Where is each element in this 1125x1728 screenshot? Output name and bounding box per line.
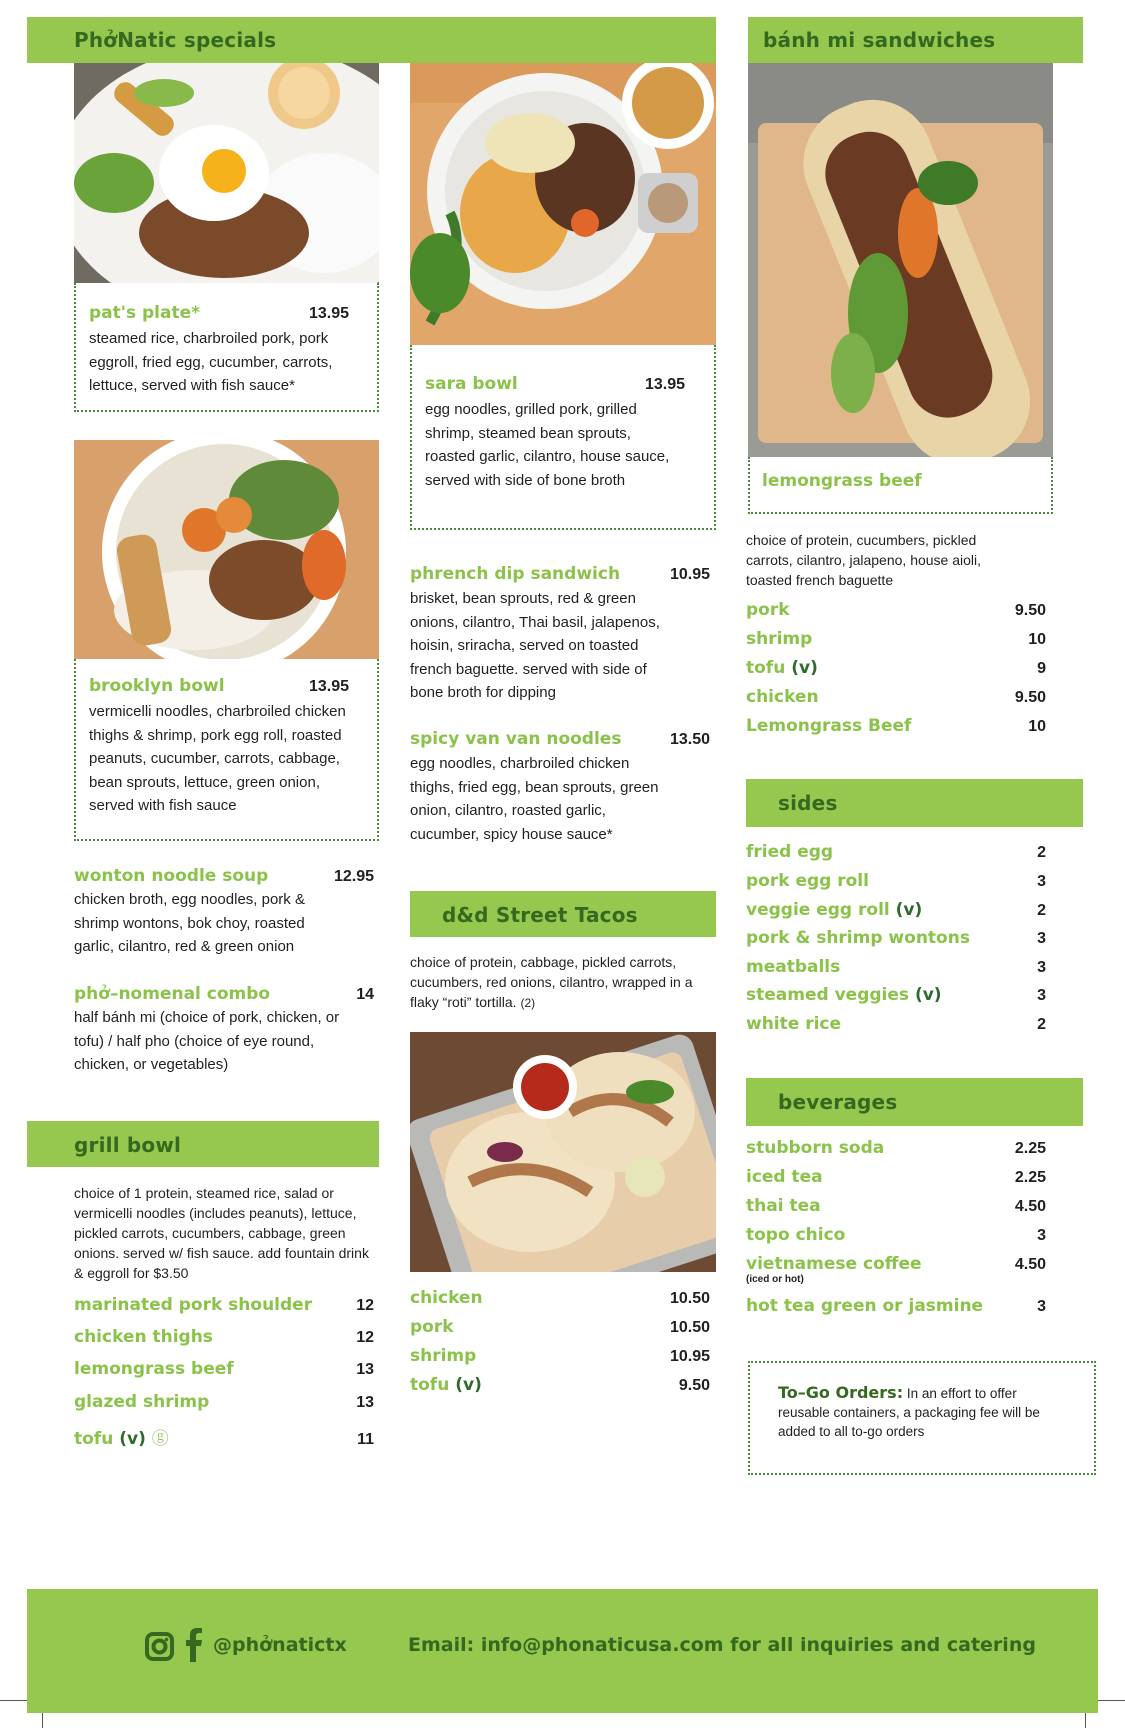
phrench-dip-row [410,564,710,584]
banhmi-item-price: 9.50 [1014,689,1046,706]
tacos-photo [410,1032,716,1272]
brooklyn-bowl-name: brooklyn bowl [89,676,225,696]
beverages-title: beverages [778,1090,898,1114]
combo-name: phở–nomenal combo [74,984,271,1004]
gluten-free-icon: ⓖ [151,1429,169,1449]
wonton-soup-row [74,866,374,886]
grill-desc: choice of 1 protein, steamed rice, salad or vermicelli noodles (includes peanuts), lettuce, pickled carrots, cucumbers, cabbage, green onions. served w/ fish sauce. add fountain drink & eggroll for $3.50 [74,1185,369,1281]
beverage-item-name: iced tea [746,1167,823,1187]
side-item-row [746,1014,1046,1034]
wonton-soup-name: wonton noodle soup [74,866,269,886]
taco-item-name: chicken [410,1288,483,1308]
tacos-title: d&d Street Tacos [442,903,638,927]
grill-item-row [74,1327,374,1347]
side-item-name: veggie egg roll (v) [746,900,923,920]
phrench-dip-name: phrench dip sandwich [410,564,621,584]
taco-item-name: tofu (v) [410,1375,482,1395]
togo-title: To–Go Orders: [778,1383,904,1402]
combo-desc: half bánh mi (choice of pork, chicken, or tofu) / half pho (choice of eye round, chicken, or vegetables) [74,1009,340,1073]
specials-title: PhởNatic specials [74,28,277,52]
side-item-price: 2 [1037,1016,1046,1033]
brooklyn-bowl-price: 13.95 [308,678,349,695]
banhmi-item-name: pork [746,600,790,620]
beverage-item-name: vietnamese coffee [746,1254,922,1274]
banhmi-item-row [746,629,1046,649]
banhmi-desc: choice of protein, cucumbers, pickled carrots, cilantro, jalapeno, house aioli, toasted french baguette [746,532,982,588]
grill-item-name: lemongrass beef [74,1359,234,1379]
combo-row [74,984,374,1004]
brooklyn-bowl-desc: vermicelli noodles, charbroiled chicken thighs & shrimp, pork egg roll, roasted peanuts, cucumber, carrots, cabbage, bean sprouts, lettuce, green onion, served with fish sauce [89,703,346,814]
grill-title: grill bowl [74,1133,182,1157]
side-item-price: 3 [1037,987,1046,1004]
pats-plate-name: pat's plate* [89,303,201,323]
sara-bowl-desc: egg noodles, grilled pork, grilled shrimp, steamed bean sprouts, roasted garlic, cilantro, house sauce, served with side of bone broth [425,401,670,489]
banhmi-item-name: shrimp [746,629,813,649]
beverage-item-subnote: (iced or hot) [746,1274,804,1285]
beverage-item-name: topo chico [746,1225,846,1245]
crop-mark [42,1713,43,1728]
banhmi-item-price: 9 [1037,660,1046,677]
togo-notice [778,1383,1043,1441]
beverage-item-price: 3 [1037,1227,1046,1244]
banhmi-item-price: 9.50 [1014,602,1046,619]
taco-item-row [410,1288,710,1308]
wonton-soup-desc: chicken broth, egg noodles, pork & shrimp wontons, bok choy, roasted garlic, cilantro, red & green onion [74,891,305,955]
side-item-price: 3 [1037,873,1046,890]
banhmi-item-price: 10 [1028,631,1046,648]
beverage-item-row [746,1167,1046,1187]
side-item-row [746,842,1046,862]
beverage-item-price: 4.50 [1014,1198,1046,1215]
side-item-price: 2 [1037,902,1046,919]
social-handle[interactable]: @phởnatictx [213,1634,347,1656]
beverage-item-row [746,1296,1046,1316]
vegan-tag: (v) [895,900,923,920]
grill-item-row [74,1359,374,1379]
sara-bowl-photo [410,63,716,345]
side-item-name: meatballs [746,957,841,977]
side-item-price: 2 [1037,844,1046,861]
brooklyn-bowl-row [89,676,349,696]
pats-plate-price: 13.95 [308,305,349,322]
togo-text: In an effort to offer reusable containers, a packaging fee will be added to all to-go orders [778,1386,1040,1439]
side-item-name: fried egg [746,842,834,862]
taco-item-price: 10.50 [669,1290,710,1307]
beverage-item-price: 2.25 [1014,1169,1046,1186]
beverage-item-price: 2.25 [1014,1140,1046,1157]
grill-item-price: 13 [356,1394,374,1411]
spicy-noodles-price: 13.50 [669,731,710,748]
phrench-dip-price: 10.95 [669,566,710,583]
vegan-tag: (v) [455,1375,482,1395]
grill-item-name: glazed shrimp [74,1392,210,1412]
grill-item-row [74,1295,374,1315]
vegan-tag: (v) [791,658,818,678]
banhmi-item-row [746,658,1046,678]
taco-item-row [410,1346,710,1366]
beverage-item-row [746,1225,1046,1245]
grill-item-price: 13 [356,1361,374,1378]
side-item-name: white rice [746,1014,842,1034]
side-item-row [746,957,1046,977]
taco-item-name: shrimp [410,1346,477,1366]
tacos-desc: choice of protein, cabbage, pickled carrots, cucumbers, red onions, cilantro, wrapped in a flaky “roti” tortilla. (2) [410,954,693,1010]
pats-plate-row [89,303,349,323]
side-item-name: pork egg roll [746,871,869,891]
beverage-item-name: hot tea green or jasmine [746,1296,984,1316]
side-item-name: pork & shrimp wontons [746,928,970,948]
instagram-icon[interactable] [145,1632,174,1661]
banhmi-item-name: chicken [746,687,819,707]
crop-mark [1085,1713,1086,1728]
crop-mark [1098,1700,1125,1701]
contact-email[interactable]: Email: info@phonaticusa.com for all inquiries and catering [408,1634,1036,1656]
grill-item-name: tofu (v) ⓖ [74,1429,169,1449]
side-item-price: 3 [1037,930,1046,947]
beverage-item-price: 3 [1037,1298,1046,1315]
taco-item-name: pork [410,1317,454,1337]
banhmi-item-name: tofu (v) [746,658,818,678]
beverage-item-price: 4.50 [1014,1256,1046,1273]
side-item-price: 3 [1037,959,1046,976]
banhmi-item-row [746,600,1046,620]
grill-item-price: 11 [357,1431,374,1448]
pats-plate-desc: steamed rice, charbroiled pork, pork eggroll, fried egg, cucumber, carrots, lettuce, served with fish sauce* [89,330,333,394]
facebook-icon[interactable] [185,1628,203,1662]
grill-item-name: chicken thighs [74,1327,213,1347]
taco-item-row [410,1375,710,1395]
beverage-item-row [746,1196,1046,1216]
crop-mark [0,1700,27,1701]
banhmi-item-price: 10 [1028,718,1046,735]
sara-bowl-row [425,374,685,394]
banhmi-feature-name: lemongrass beef [762,471,922,491]
sides-title: sides [778,791,838,815]
side-item-row [746,985,1046,1005]
grill-item-row [74,1424,374,1449]
grill-item-row [74,1392,374,1412]
sara-bowl-price: 13.95 [644,376,685,393]
taco-item-row [410,1317,710,1337]
side-item-name: steamed veggies (v) [746,985,942,1005]
grill-item-price: 12 [356,1297,374,1314]
vegan-tag: (v) [914,985,942,1005]
banhmi-item-row [746,687,1046,707]
vegan-tag: (v) [119,1429,146,1449]
taco-item-price: 10.50 [669,1319,710,1336]
brooklyn-bowl-photo [74,440,379,659]
taco-item-price: 10.95 [669,1348,710,1365]
banhmi-item-name: Lemongrass Beef [746,716,912,736]
banhmi-item-row [746,716,1046,736]
banhmi-photo [748,63,1053,457]
spicy-noodles-name: spicy van van noodles [410,729,622,749]
beverage-item-row [746,1138,1046,1158]
beverage-item-name: thai tea [746,1196,821,1216]
spicy-noodles-desc: egg noodles, charbroiled chicken thighs, fried egg, bean sprouts, green onion, cilantro, roasted garlic, cucumber, spicy house sauce* [410,755,659,843]
banhmi-title: bánh mi sandwiches [763,28,996,52]
phrench-dip-desc: brisket, bean sprouts, red & green onions, cilantro, Thai basil, jalapenos, hoisin, sriracha, served on toasted french baguette. served with side of bone broth for dipping [410,590,660,701]
sara-bowl-name: sara bowl [425,374,518,394]
side-item-row [746,871,1046,891]
side-item-row [746,928,1046,948]
grill-item-name: marinated pork shoulder [74,1295,313,1315]
beverage-item-row [746,1254,1046,1274]
grill-item-price: 12 [356,1329,374,1346]
beverage-item-name: stubborn soda [746,1138,885,1158]
combo-price: 14 [356,986,374,1003]
pats-plate-photo [74,63,379,283]
wonton-soup-price: 12.95 [333,868,374,885]
taco-item-price: 9.50 [678,1377,710,1394]
side-item-row [746,900,1046,920]
spicy-noodles-row [410,729,710,749]
